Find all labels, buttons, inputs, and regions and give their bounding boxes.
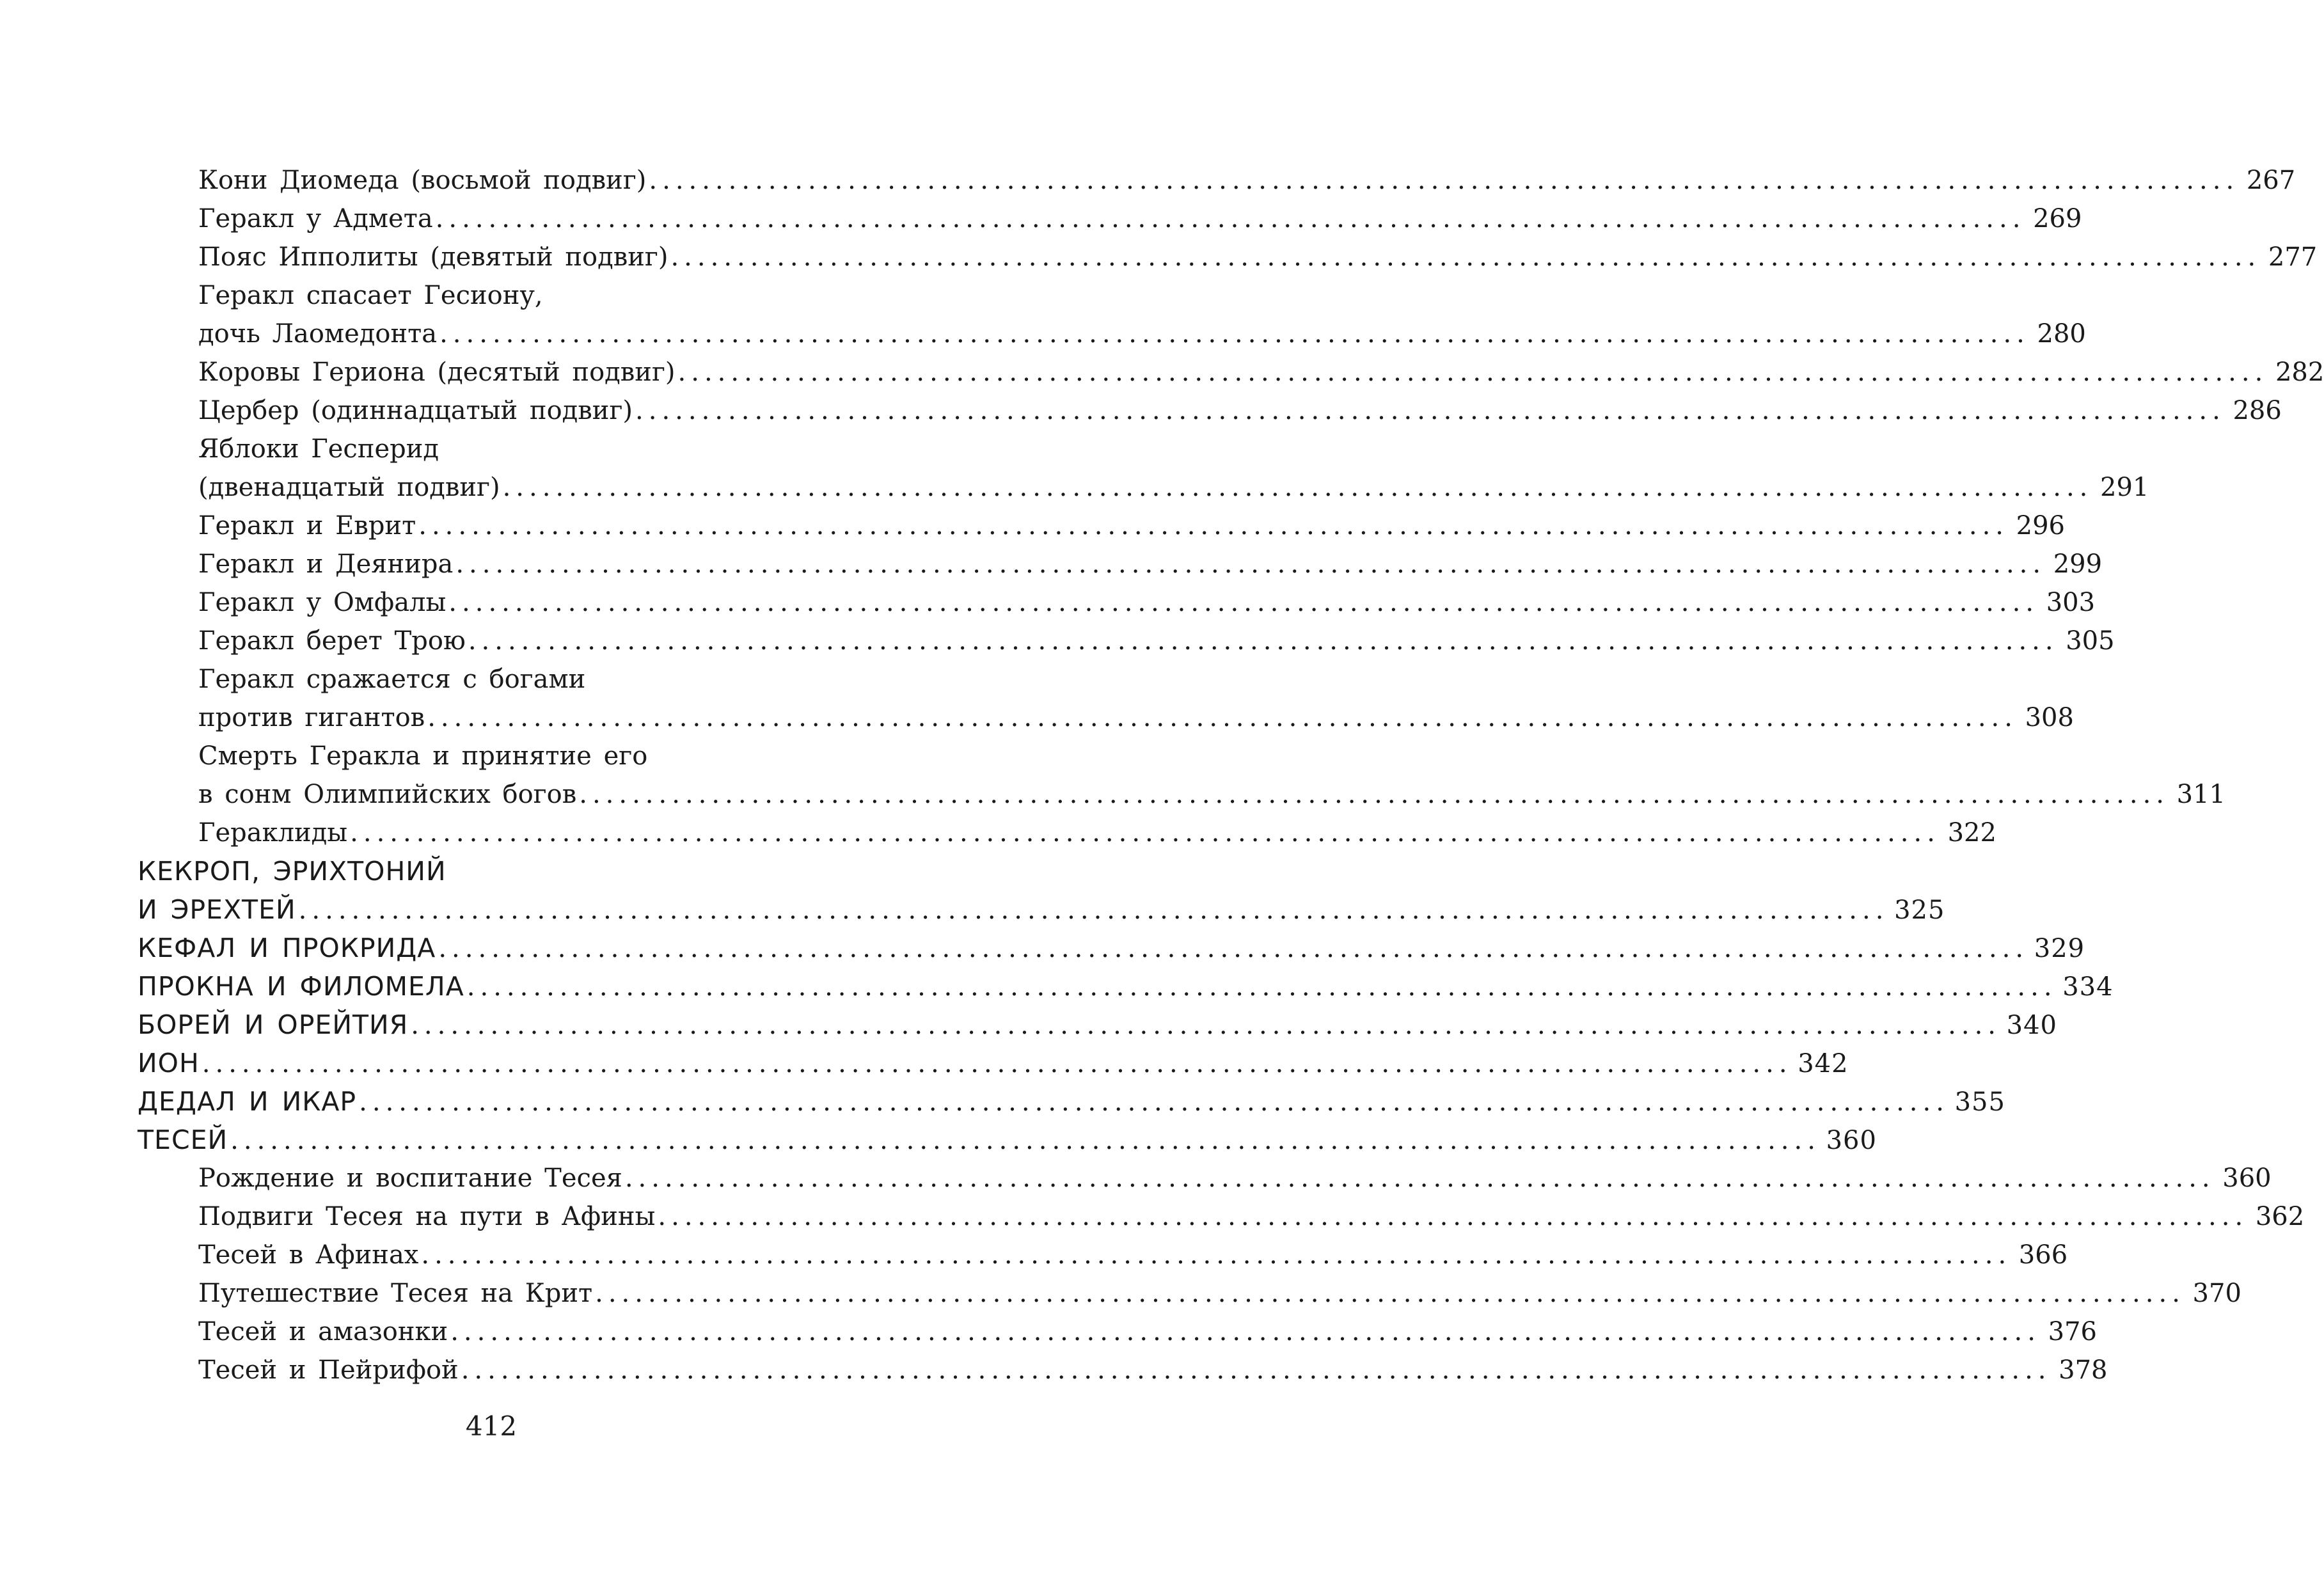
dot-leader: ........................................................................................................................: [427, 703, 2018, 732]
toc-entry: [138, 1121, 1877, 1159]
toc-entry-title: КЕФАЛ И ПРОКРИДА: [138, 933, 436, 963]
toc-entry: [138, 507, 2066, 545]
toc-entry-page: 291: [2100, 473, 2149, 502]
toc-entry: [138, 660, 886, 699]
toc-entry-page: 360: [2222, 1164, 2272, 1193]
dot-leader: ........................................................................................................................: [448, 588, 2039, 617]
toc-entry: [138, 161, 2296, 200]
table-of-contents: [138, 161, 2324, 1389]
toc-entry-title: (двенадцатый подвиг): [198, 473, 500, 502]
toc-entry-title: Геракл сражается с богами: [198, 665, 586, 694]
dot-leader: ........................................................................................................................: [658, 1202, 2249, 1231]
dot-leader: ........................................................................................................................: [635, 396, 2225, 425]
toc-entry-page: 334: [2062, 972, 2114, 1002]
toc-entry-page: 342: [1798, 1049, 1849, 1078]
toc-entry: [138, 545, 2103, 583]
toc-entry: [138, 929, 2085, 967]
dot-leader: ........................................................................................................................: [202, 1049, 1792, 1078]
toc-entry: [138, 1197, 2305, 1236]
toc-entry: [138, 852, 886, 890]
dot-leader: ........................................................................................................................: [624, 1164, 2215, 1193]
toc-entry-title: КЕКРОП, ЭРИХТОНИЙ: [138, 856, 447, 887]
toc-entry-title: ДЕДАЛ И ИКАР: [138, 1086, 357, 1117]
toc-entry: [138, 315, 2086, 353]
toc-entry: [138, 583, 2096, 622]
dot-leader: ........................................................................................................................: [438, 934, 2029, 963]
toc-entry-page: 282: [2275, 358, 2324, 387]
toc-entry-title: Тесей в Афинах: [198, 1240, 419, 1270]
toc-entry: [138, 1351, 2108, 1389]
toc-entry-page: 280: [2037, 319, 2086, 349]
toc-entry: [138, 353, 2324, 391]
toc-entry-title: Рождение и воспитание Тесея: [198, 1164, 622, 1193]
toc-entry-page: 296: [2016, 511, 2066, 541]
toc-entry-title: Подвиги Тесея на пути в Афины: [198, 1202, 656, 1231]
toc-entry-title: Коровы Гериона (десятый подвиг): [198, 358, 676, 387]
toc-entry: [138, 1044, 1849, 1082]
toc-entry: [138, 1236, 2068, 1274]
toc-entry-title: в сонм Олимпийских богов: [198, 780, 577, 809]
toc-entry-title: ПРОКНА И ФИЛОМЕЛА: [138, 971, 464, 1002]
dot-leader: ........................................................................................................................: [435, 204, 2026, 233]
toc-entry-page: 366: [2018, 1240, 2068, 1270]
toc-entry: [138, 430, 886, 468]
toc-entry: [138, 1274, 2241, 1313]
dot-leader: ........................................................................................................................: [411, 1011, 2001, 1040]
dot-leader: ........................................................................................................................: [670, 242, 2261, 272]
toc-entry-title: Цербер (одиннадцатый подвиг): [198, 396, 633, 425]
toc-entry-title: Геракл у Адмета: [198, 204, 433, 233]
toc-entry-page: 269: [2033, 204, 2082, 233]
dot-leader: ........................................................................................................................: [359, 1087, 1949, 1117]
toc-entry-page: 311: [2176, 780, 2226, 809]
toc-entry-page: 325: [1894, 896, 1945, 925]
dot-leader: ........................................................................................................................: [579, 780, 2170, 809]
toc-entry-title: Гераклиды: [198, 818, 348, 848]
toc-entry-title: Геракл у Омфалы: [198, 588, 447, 617]
toc-entry-page: 355: [1954, 1087, 2005, 1117]
toc-entry-title: Кони Диомеда (восьмой подвиг): [198, 166, 647, 195]
toc-entry-title: против гигантов: [198, 703, 425, 732]
toc-entry-title: Смерть Геракла и принятие его: [198, 741, 648, 771]
dot-leader: ........................................................................................................................: [677, 358, 2268, 387]
dot-leader: ........................................................................................................................: [418, 511, 2009, 541]
toc-entry-page: 286: [2233, 396, 2282, 425]
dot-leader: ........................................................................................................................: [298, 896, 1889, 925]
toc-entry-page: 378: [2059, 1355, 2108, 1385]
toc-entry-title: Геракл спасает Гесиону,: [198, 281, 543, 310]
dot-leader: ........................................................................................................................: [350, 818, 1940, 848]
toc-entry-title: БОРЕЙ И ОРЕЙТИЯ: [138, 1009, 409, 1040]
toc-entry-page: 322: [1947, 818, 1996, 848]
toc-entry-title: ТЕСЕЙ: [138, 1125, 228, 1155]
toc-entry-title: Пояс Ипполиты (девятый подвиг): [198, 242, 668, 272]
dot-leader: ........................................................................................................................: [468, 626, 2059, 656]
toc-entry-page: 340: [2006, 1011, 2057, 1040]
dot-leader: ........................................................................................................................: [421, 1240, 2012, 1270]
toc-entry-title: Геракл берет Трою: [198, 626, 466, 656]
toc-entry-page: 277: [2268, 242, 2318, 272]
toc-entry: [138, 775, 2226, 814]
toc-entry: [138, 699, 2074, 737]
dot-leader: ........................................................................................................................: [461, 1355, 2051, 1385]
toc-entry-title: ИОН: [138, 1048, 200, 1078]
toc-entry-page: 305: [2066, 626, 2115, 656]
toc-entry-title: дочь Лаомедонта: [198, 319, 438, 349]
toc-entry: [138, 814, 1996, 852]
toc-entry-page: 299: [2053, 549, 2103, 579]
toc-entry: [138, 200, 2082, 238]
toc-entry: [138, 890, 1945, 929]
toc-entry-page: 329: [2034, 934, 2085, 963]
toc-entry-title: Геракл и Еврит: [198, 511, 416, 541]
toc-entry-page: 308: [2025, 703, 2074, 732]
toc-entry-title: Геракл и Деянира: [198, 549, 454, 579]
toc-entry-page: 376: [2048, 1317, 2097, 1346]
toc-entry-page: 360: [1826, 1126, 1877, 1155]
page-number: 412: [465, 1410, 518, 1442]
dot-leader: ........................................................................................................................: [595, 1279, 2185, 1308]
toc-entry-title: Яблоки Гесперид: [198, 434, 439, 464]
toc-entry-title: Путешествие Тесея на Крит: [198, 1279, 593, 1308]
toc-entry: [138, 1159, 2272, 1197]
toc-entry: [138, 391, 2282, 430]
toc-entry: [138, 468, 2149, 507]
toc-entry-page: 303: [2046, 588, 2096, 617]
toc-entry: [138, 622, 2115, 660]
toc-entry-title: Тесей и амазонки: [198, 1317, 448, 1346]
toc-entry-page: 362: [2255, 1202, 2305, 1231]
dot-leader: ........................................................................................................................: [450, 1317, 2041, 1346]
toc-entry: [138, 238, 2318, 276]
dot-leader: ........................................................................................................................: [466, 972, 2057, 1002]
dot-leader: ........................................................................................................................: [455, 549, 2046, 579]
dot-leader: ........................................................................................................................: [649, 166, 2240, 195]
toc-entry: [138, 1082, 2005, 1121]
toc-entry-page: 370: [2192, 1279, 2241, 1308]
toc-entry: [138, 737, 886, 775]
toc-entry: [138, 1006, 2057, 1044]
toc-entry: [138, 276, 886, 315]
toc-entry-title: И ЭРЕХТЕЙ: [138, 894, 296, 925]
toc-entry-page: 267: [2246, 166, 2296, 195]
toc-entry: [138, 967, 2114, 1006]
dot-leader: ........................................................................................................................: [439, 319, 2030, 349]
toc-entry: [138, 1313, 2097, 1351]
dot-leader: ........................................................................................................................: [502, 473, 2093, 502]
dot-leader: ........................................................................................................................: [230, 1126, 1821, 1155]
toc-entry-title: Тесей и Пейрифой: [198, 1355, 459, 1385]
